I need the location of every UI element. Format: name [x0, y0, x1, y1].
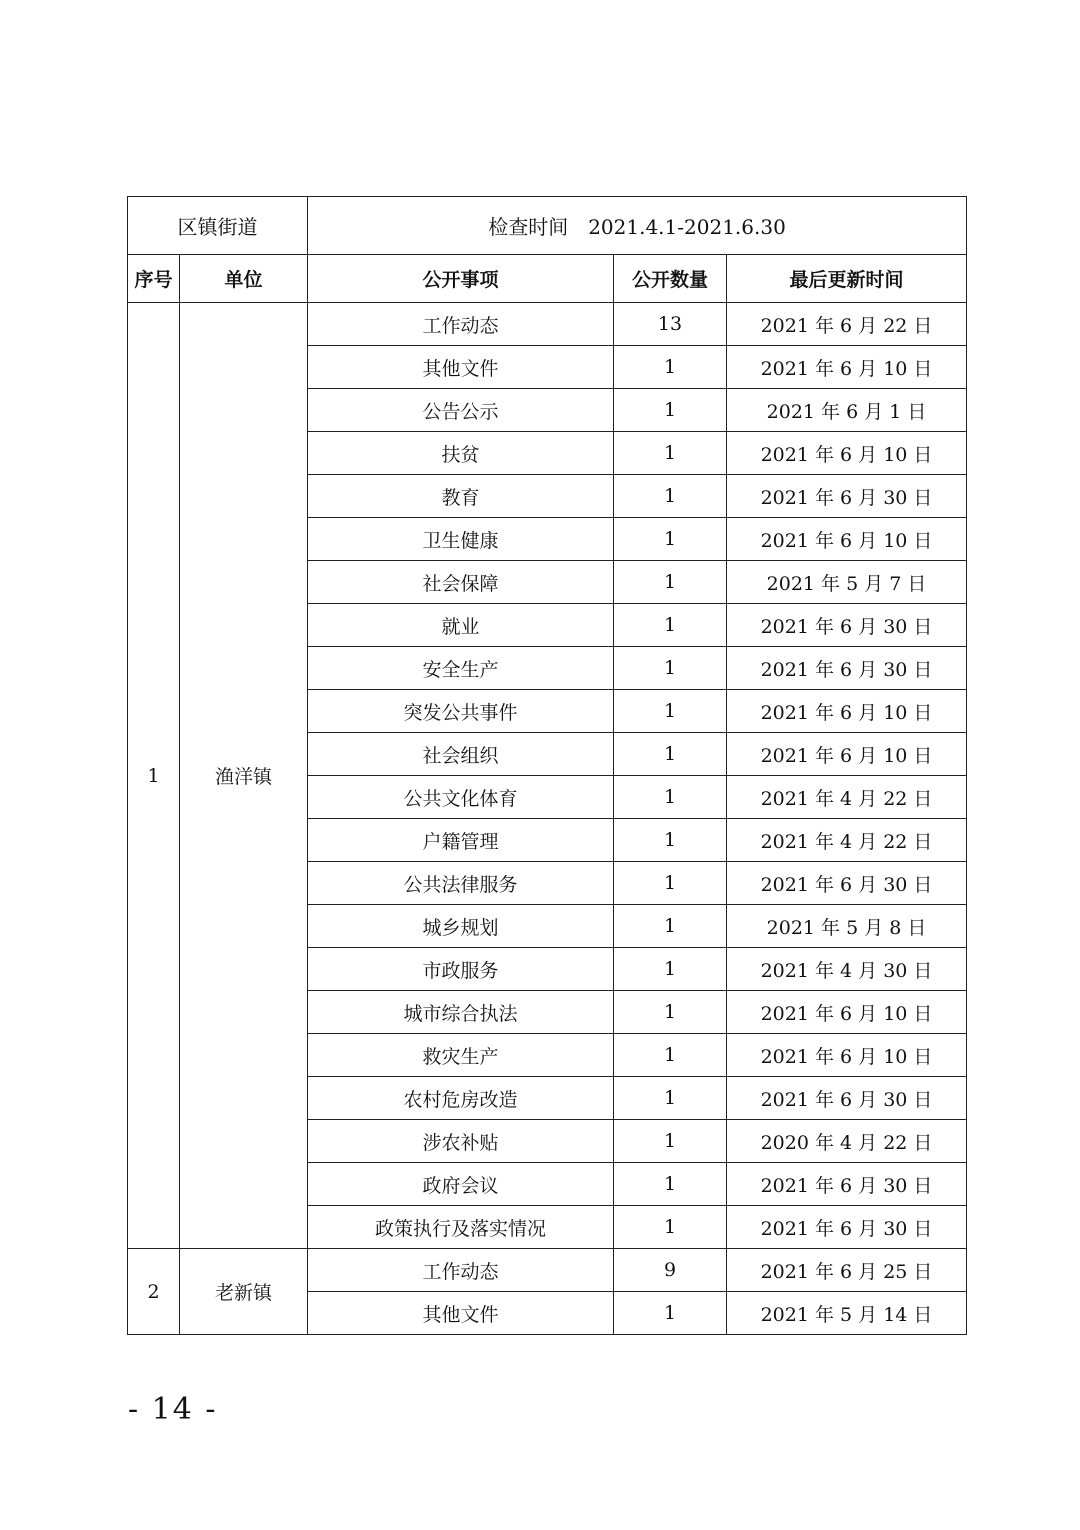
count-cell: 1	[614, 1206, 727, 1249]
date-cell: 2021 年 6 月 10 日	[727, 1034, 967, 1077]
count-cell: 1	[614, 1292, 727, 1335]
item-cell: 安全生产	[308, 647, 614, 690]
date-cell: 2021 年 6 月 30 日	[727, 1206, 967, 1249]
date-cell: 2021 年 6 月 30 日	[727, 1163, 967, 1206]
date-cell: 2021 年 4 月 22 日	[727, 776, 967, 819]
count-cell: 9	[614, 1249, 727, 1292]
date-cell: 2021 年 5 月 8 日	[727, 905, 967, 948]
date-cell: 2021 年 6 月 22 日	[727, 303, 967, 346]
column-header-item: 公开事项	[308, 255, 614, 303]
count-cell: 1	[614, 819, 727, 862]
item-cell: 农村危房改造	[308, 1077, 614, 1120]
table-row	[128, 303, 967, 346]
item-cell: 就业	[308, 604, 614, 647]
disclosure-table	[127, 196, 967, 1335]
count-cell: 1	[614, 561, 727, 604]
column-header-date: 最后更新时间	[727, 255, 967, 303]
count-cell: 1	[614, 690, 727, 733]
count-cell: 13	[614, 303, 727, 346]
column-header-unit: 单位	[180, 255, 308, 303]
column-header-row	[128, 255, 967, 303]
table-title-row	[128, 197, 967, 255]
date-cell: 2021 年 4 月 30 日	[727, 948, 967, 991]
count-cell: 1	[614, 733, 727, 776]
unit-cell: 老新镇	[180, 1249, 308, 1335]
seq-cell: 1	[128, 303, 180, 1249]
count-cell: 1	[614, 862, 727, 905]
date-cell: 2021 年 6 月 10 日	[727, 690, 967, 733]
date-cell: 2021 年 6 月 30 日	[727, 862, 967, 905]
date-cell: 2021 年 5 月 14 日	[727, 1292, 967, 1335]
item-cell: 社会组织	[308, 733, 614, 776]
region-label: 区镇街道	[128, 197, 308, 255]
check-time: 检查时间 2021.4.1-2021.6.30	[308, 197, 967, 255]
count-cell: 1	[614, 389, 727, 432]
table-row	[128, 1249, 967, 1292]
item-cell: 工作动态	[308, 303, 614, 346]
count-cell: 1	[614, 948, 727, 991]
count-cell: 1	[614, 1120, 727, 1163]
date-cell: 2020 年 4 月 22 日	[727, 1120, 967, 1163]
item-cell: 公告公示	[308, 389, 614, 432]
item-cell: 其他文件	[308, 1292, 614, 1335]
item-cell: 城市综合执法	[308, 991, 614, 1034]
date-cell: 2021 年 6 月 30 日	[727, 475, 967, 518]
date-cell: 2021 年 6 月 1 日	[727, 389, 967, 432]
item-cell: 救灾生产	[308, 1034, 614, 1077]
page-number: - 14 -	[128, 1392, 218, 1427]
item-cell: 公共法律服务	[308, 862, 614, 905]
count-cell: 1	[614, 647, 727, 690]
count-cell: 1	[614, 432, 727, 475]
item-cell: 户籍管理	[308, 819, 614, 862]
item-cell: 公共文化体育	[308, 776, 614, 819]
date-cell: 2021 年 5 月 7 日	[727, 561, 967, 604]
item-cell: 社会保障	[308, 561, 614, 604]
count-cell: 1	[614, 604, 727, 647]
date-cell: 2021 年 6 月 10 日	[727, 733, 967, 776]
count-cell: 1	[614, 1163, 727, 1206]
item-cell: 其他文件	[308, 346, 614, 389]
date-cell: 2021 年 6 月 30 日	[727, 1077, 967, 1120]
count-cell: 1	[614, 991, 727, 1034]
date-cell: 2021 年 6 月 10 日	[727, 346, 967, 389]
date-cell: 2021 年 6 月 10 日	[727, 518, 967, 561]
seq-cell: 2	[128, 1249, 180, 1335]
count-cell: 1	[614, 346, 727, 389]
item-cell: 政策执行及落实情况	[308, 1206, 614, 1249]
item-cell: 卫生健康	[308, 518, 614, 561]
count-cell: 1	[614, 776, 727, 819]
column-header-seq: 序号	[128, 255, 180, 303]
date-cell: 2021 年 6 月 30 日	[727, 647, 967, 690]
count-cell: 1	[614, 905, 727, 948]
count-cell: 1	[614, 518, 727, 561]
item-cell: 突发公共事件	[308, 690, 614, 733]
unit-cell: 渔洋镇	[180, 303, 308, 1249]
count-cell: 1	[614, 1077, 727, 1120]
count-cell: 1	[614, 1034, 727, 1077]
item-cell: 扶贫	[308, 432, 614, 475]
item-cell: 工作动态	[308, 1249, 614, 1292]
item-cell: 政府会议	[308, 1163, 614, 1206]
item-cell: 教育	[308, 475, 614, 518]
count-cell: 1	[614, 475, 727, 518]
item-cell: 市政服务	[308, 948, 614, 991]
date-cell: 2021 年 6 月 30 日	[727, 604, 967, 647]
item-cell: 涉农补贴	[308, 1120, 614, 1163]
column-header-count: 公开数量	[614, 255, 727, 303]
date-cell: 2021 年 6 月 10 日	[727, 991, 967, 1034]
item-cell: 城乡规划	[308, 905, 614, 948]
date-cell: 2021 年 4 月 22 日	[727, 819, 967, 862]
date-cell: 2021 年 6 月 10 日	[727, 432, 967, 475]
date-cell: 2021 年 6 月 25 日	[727, 1249, 967, 1292]
